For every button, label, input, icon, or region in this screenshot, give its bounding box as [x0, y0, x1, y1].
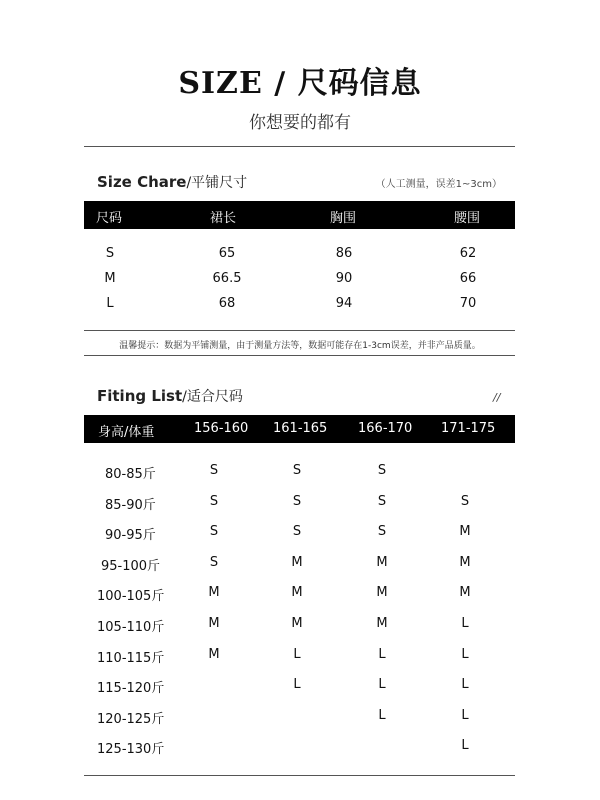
fitting-header-bar [84, 415, 515, 443]
fit-size-cell: L [293, 677, 301, 692]
fit-row-label: 80-85斤 [105, 467, 156, 482]
fit-size-cell: S [292, 524, 302, 539]
fit-size-cell: L [378, 647, 386, 662]
fit-size-cell: M [376, 585, 388, 600]
fit-size-cell: L [293, 647, 301, 662]
fit-row-label: 85-90斤 [105, 498, 156, 513]
size-value-cell: 70 [459, 296, 477, 311]
fit-size-cell: M [459, 555, 471, 570]
fit-row-label: 105-110斤 [97, 620, 165, 635]
fit-size-cell: S [460, 494, 470, 509]
fit-row-label: 115-120斤 [97, 681, 165, 696]
fit-size-cell: L [461, 708, 469, 723]
size-chart-heading-bold: Size Chare [97, 173, 187, 191]
fit-col-header: 身高/体重 [98, 425, 155, 440]
size-chart-header-bar [84, 201, 515, 229]
page-subtitle: 你想要的都有 [249, 113, 351, 133]
fit-size-cell: M [376, 555, 388, 570]
fit-size-cell: L [461, 677, 469, 692]
size-value-cell: 62 [459, 246, 477, 261]
fit-size-cell: M [208, 647, 220, 662]
size-label-cell: M [104, 271, 116, 286]
fit-size-cell: M [376, 616, 388, 631]
fit-size-cell: S [209, 463, 219, 478]
fit-size-cell: L [461, 647, 469, 662]
size-label-cell: S [105, 246, 115, 261]
decorative-mark: // [493, 391, 501, 404]
fit-size-cell: M [291, 555, 303, 570]
fit-size-cell: L [461, 738, 469, 753]
fit-size-cell: S [377, 524, 387, 539]
fit-row-label: 120-125斤 [97, 712, 165, 727]
fitting-heading-bold: Fiting List [97, 387, 183, 405]
fit-col-header: 171-175 [441, 421, 496, 436]
fit-size-cell: S [209, 494, 219, 509]
fit-size-cell: M [208, 616, 220, 631]
size-value-cell: 66.5 [212, 271, 242, 286]
fit-size-cell: M [291, 616, 303, 631]
fitting-heading [97, 386, 243, 406]
page-title: SIZE / 尺码信息 [178, 66, 422, 101]
fit-size-cell: S [292, 463, 302, 478]
size-col-header: 腰围 [454, 211, 481, 226]
fit-size-cell: L [378, 708, 386, 723]
size-chart-heading [97, 172, 247, 192]
measure-note: （人工测量，误差1~3cm） [375, 179, 502, 190]
fit-col-header: 161-165 [273, 421, 328, 436]
fit-size-cell: M [291, 585, 303, 600]
fit-size-cell: S [377, 494, 387, 509]
size-col-header: 胸围 [330, 211, 357, 226]
fit-row-label: 110-115斤 [97, 651, 165, 666]
size-value-cell: 90 [335, 271, 353, 286]
fit-size-cell: S [292, 494, 302, 509]
divider [84, 330, 515, 331]
fit-size-cell: M [459, 585, 471, 600]
fit-row-label: 125-130斤 [97, 742, 165, 757]
fit-row-label: 95-100斤 [101, 559, 161, 574]
fit-size-cell: S [209, 555, 219, 570]
divider [84, 146, 515, 147]
fit-size-cell: L [461, 616, 469, 631]
fit-size-cell: S [377, 463, 387, 478]
size-label-cell: L [106, 296, 114, 311]
size-col-header: 尺码 [96, 211, 123, 226]
divider [84, 775, 515, 776]
size-value-cell: 86 [335, 246, 353, 261]
size-value-cell: 66 [459, 271, 477, 286]
size-value-cell: 94 [335, 296, 353, 311]
size-value-cell: 65 [218, 246, 236, 261]
size-col-header: 裙长 [210, 211, 237, 226]
divider [84, 355, 515, 356]
fitting-heading-rest: /适合尺码 [182, 389, 243, 405]
fit-size-cell: M [208, 585, 220, 600]
size-tip: 温馨提示：数据为平铺测量，由于测量方法等，数据可能存在1-3cm误差，并非产品质量。 [119, 341, 481, 351]
fit-size-cell: S [209, 524, 219, 539]
fit-row-label: 100-105斤 [97, 589, 165, 604]
size-chart-heading-rest: /平铺尺寸 [186, 175, 248, 191]
fit-col-header: 156-160 [194, 421, 249, 436]
fit-row-label: 90-95斤 [105, 528, 156, 543]
size-value-cell: 68 [218, 296, 236, 311]
fit-size-cell: L [378, 677, 386, 692]
fit-col-header: 166-170 [358, 421, 413, 436]
fit-size-cell: M [459, 524, 471, 539]
